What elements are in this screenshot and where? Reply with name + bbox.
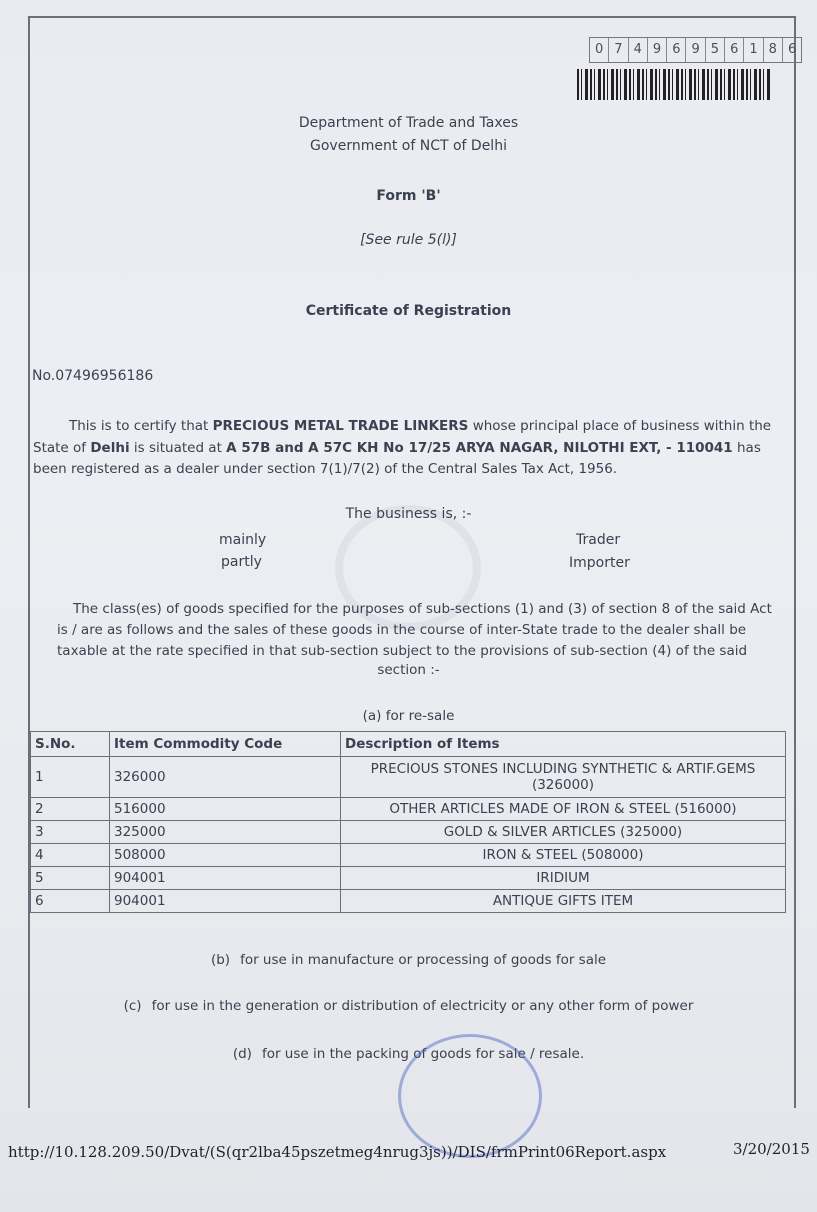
table-row <box>31 798 786 821</box>
code-cell: 516000 <box>110 798 341 821</box>
table-row <box>31 757 786 798</box>
partly-value: Importer <box>569 555 630 571</box>
column-header: S.No. <box>31 732 110 757</box>
business-heading: The business is, :- <box>345 506 472 522</box>
description-cell: IRIDIUM <box>341 867 786 890</box>
form-title: Form 'B' <box>376 188 441 204</box>
reg-digit: 8 <box>764 38 783 62</box>
reg-digit: 6 <box>787 42 797 57</box>
table-header-row <box>31 732 786 757</box>
sno-cell: 4 <box>31 844 110 867</box>
reg-digit: 5 <box>706 38 725 62</box>
description-cell: OTHER ARTICLES MADE OF IRON & STEEL (516000) <box>341 798 786 821</box>
code-cell: 326000 <box>110 757 341 798</box>
state-name: Delhi <box>90 439 130 456</box>
registration-number-boxes <box>589 37 802 63</box>
goods-class-paragraph: The class(es) of goods specified for the purposes of sub-sections (1) and (3) of section 8 of the said Act is / are as follows and the sales of these goods in the course of inter-State trade to the dealer shall be taxable at the rate specified in that sub-section subject to the provisions of sub-section (4) of the said <box>57 601 772 659</box>
footer-url: http://10.128.209.50/Dvat/(S(qr2lba45pszetmeg4nrug3js))/DIS/frmPrint06Report.aspx <box>8 1143 667 1161</box>
certify-text: This is to certify that <box>69 418 213 434</box>
reg-digit: 9 <box>648 38 667 62</box>
use-c-text: for use in the generation or distribution of electricity or any other form of power <box>151 998 694 1014</box>
table-row <box>31 890 786 913</box>
sno-cell: 3 <box>31 821 110 844</box>
use-d-label: (d) <box>232 1046 252 1062</box>
table-row <box>31 844 786 867</box>
commodity-table <box>30 731 786 913</box>
use-b <box>0 952 817 968</box>
business-address: A 57B and A 57C KH No 17/25 ARYA NAGAR, NILOTHI EXT, - 110041 <box>226 439 733 456</box>
barcode-icon <box>577 69 772 100</box>
reg-digit: 6 <box>667 38 686 62</box>
rule-reference: [See rule 5(l)] <box>360 232 457 248</box>
certify-text: whose principal place of business within the State of <box>33 418 772 456</box>
footer-date: 3/20/2015 <box>733 1140 810 1158</box>
section-label: section :- <box>377 662 440 678</box>
resale-heading: (a) for re-sale <box>362 708 455 724</box>
certificate-title: Certificate of Registration <box>305 303 512 319</box>
description-cell: ANTIQUE GIFTS ITEM <box>341 890 786 913</box>
department-heading: Department of Trade and Taxes <box>298 115 519 131</box>
code-cell: 904001 <box>110 890 341 913</box>
code-cell: 325000 <box>110 821 341 844</box>
reg-digit: 9 <box>686 38 705 62</box>
description-cell: GOLD & SILVER ARTICLES (325000) <box>341 821 786 844</box>
mainly-label: mainly <box>219 532 267 548</box>
sno-cell: 2 <box>31 798 110 821</box>
sno-cell: 6 <box>31 890 110 913</box>
use-b-text: for use in manufacture or processing of goods for sale <box>240 952 607 968</box>
certification-paragraph <box>33 416 773 481</box>
official-seal-stamp <box>398 1034 542 1158</box>
government-heading: Government of NCT of Delhi <box>310 138 507 154</box>
reg-digit: 1 <box>744 38 763 62</box>
use-c-label: (c) <box>123 998 142 1014</box>
description-cell: PRECIOUS STONES INCLUDING SYNTHETIC & ARTIF.GEMS (326000) <box>341 757 786 798</box>
use-c <box>0 998 817 1014</box>
reg-digit: 0 <box>590 38 609 62</box>
reg-digit: 4 <box>629 38 648 62</box>
table-row <box>31 821 786 844</box>
use-d <box>0 1046 817 1062</box>
sno-cell: 1 <box>31 757 110 798</box>
code-cell: 508000 <box>110 844 341 867</box>
code-cell: 904001 <box>110 867 341 890</box>
use-b-label: (b) <box>210 952 231 968</box>
column-header: Item Commodity Code <box>110 732 341 757</box>
use-d-text: for use in the packing of goods for sale / resale. <box>261 1046 585 1062</box>
table-row <box>31 867 786 890</box>
mainly-value: Trader <box>576 532 621 548</box>
certify-text: is situated at <box>129 439 227 456</box>
column-header: Description of Items <box>341 732 786 757</box>
reg-digit: 6 <box>725 38 744 62</box>
company-name: PRECIOUS METAL TRADE LINKERS <box>212 418 469 434</box>
registration-number: No.07496956186 <box>32 368 154 384</box>
partly-label: partly <box>221 554 262 570</box>
reg-digit: 7 <box>609 38 628 62</box>
sno-cell: 5 <box>31 867 110 890</box>
description-cell: IRON & STEEL (508000) <box>341 844 786 867</box>
certify-text: has been registered as a dealer under section 7(1)/7(2) of the Central Sales Tax Act, 1956. <box>33 439 761 477</box>
